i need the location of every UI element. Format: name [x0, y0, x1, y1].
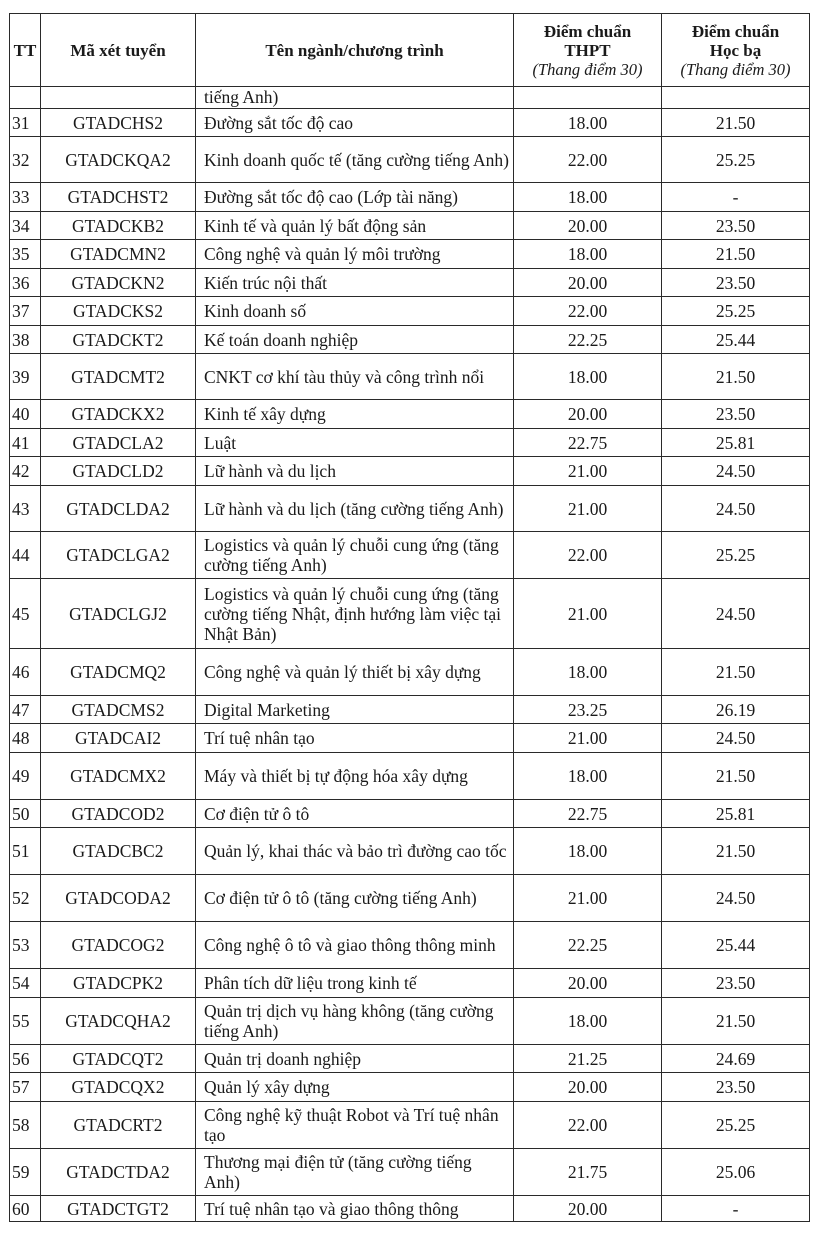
cell-program-name: Kinh doanh số [196, 297, 514, 326]
admission-score-table [9, 13, 810, 1222]
cell-hocba-score: - [662, 1196, 810, 1222]
cell-hocba-score: 25.06 [662, 1149, 810, 1196]
cell-program-name: Kiến trúc nội thất [196, 269, 514, 297]
cell-tt: 33 [10, 183, 41, 212]
cell-tt: 45 [10, 579, 41, 649]
table-row [10, 579, 810, 649]
cell-tt: 56 [10, 1045, 41, 1073]
admission-score-document [9, 13, 809, 1222]
cell-thpt-score: 21.00 [514, 457, 662, 486]
cell-tt: 57 [10, 1073, 41, 1102]
table-row [10, 1196, 810, 1222]
table-row [10, 326, 810, 354]
cell-thpt-score: 21.25 [514, 1045, 662, 1073]
cell-tt: 41 [10, 429, 41, 457]
cell-thpt-score: 18.00 [514, 240, 662, 269]
cell-hocba-score: 24.50 [662, 457, 810, 486]
cell-hocba-score: 23.50 [662, 212, 810, 240]
header-thpt-scale: (Thang điểm 30) [532, 59, 643, 79]
cell-hocba-score: 21.50 [662, 828, 810, 875]
cell-code: GTADCKN2 [41, 269, 196, 297]
cell-program-name: tiếng Anh) [196, 87, 514, 109]
cell-code: GTADCKB2 [41, 212, 196, 240]
cell-tt: 32 [10, 137, 41, 183]
cell-hocba-score: 24.50 [662, 875, 810, 922]
table-row [10, 87, 810, 109]
cell-thpt-score: 22.00 [514, 532, 662, 579]
cell-code: GTADCTDA2 [41, 1149, 196, 1196]
table-row [10, 240, 810, 269]
cell-code: GTADCTGT2 [41, 1196, 196, 1222]
table-row [10, 400, 810, 429]
cell-program-name: Quản trị doanh nghiệp [196, 1045, 514, 1073]
cell-program-name: Luật [196, 429, 514, 457]
cell-program-name: Digital Marketing [196, 696, 514, 724]
cell-thpt-score: 22.25 [514, 922, 662, 969]
cell-hocba-score: 24.50 [662, 486, 810, 532]
cell-thpt-score: 20.00 [514, 212, 662, 240]
table-row [10, 269, 810, 297]
cell-program-name: Kinh tế xây dựng [196, 400, 514, 429]
cell-thpt-score: 23.25 [514, 696, 662, 724]
table-row [10, 649, 810, 696]
table-row [10, 1102, 810, 1149]
cell-thpt-score: 21.00 [514, 875, 662, 922]
header-hocba-scale: (Thang điểm 30) [680, 59, 791, 79]
cell-thpt-score: 18.00 [514, 354, 662, 400]
cell-thpt-score: 20.00 [514, 1073, 662, 1102]
cell-code: GTADCLDA2 [41, 486, 196, 532]
cell-hocba-score: - [662, 183, 810, 212]
header-hocba-line2: Học bạ [709, 40, 762, 60]
cell-hocba-score: 21.50 [662, 753, 810, 800]
cell-tt: 36 [10, 269, 41, 297]
cell-hocba-score: 23.50 [662, 269, 810, 297]
cell-code: GTADCMS2 [41, 696, 196, 724]
header-thpt-line1: Điểm chuẩn [543, 21, 632, 41]
cell-code: GTADCLD2 [41, 457, 196, 486]
table-row [10, 998, 810, 1045]
cell-program-name: Quản lý, khai thác và bảo trì đường cao tốc [196, 828, 514, 875]
header-hocba [662, 14, 810, 87]
cell-program-name: Đường sắt tốc độ cao (Lớp tài năng) [196, 183, 514, 212]
cell-code: GTADCQX2 [41, 1073, 196, 1102]
cell-thpt-score: 20.00 [514, 269, 662, 297]
table-row [10, 429, 810, 457]
cell-tt: 59 [10, 1149, 41, 1196]
cell-thpt-score: 18.00 [514, 998, 662, 1045]
cell-tt: 49 [10, 753, 41, 800]
cell-hocba-score: 21.50 [662, 109, 810, 137]
table-row [10, 212, 810, 240]
cell-program-name: Lữ hành và du lịch [196, 457, 514, 486]
table-row [10, 969, 810, 998]
table-row [10, 137, 810, 183]
cell-thpt-score: 18.00 [514, 753, 662, 800]
cell-program-name: Trí tuệ nhân tạo [196, 724, 514, 753]
cell-code: GTADCLGJ2 [41, 579, 196, 649]
header-thpt-line2: THPT [564, 40, 611, 60]
cell-tt: 42 [10, 457, 41, 486]
cell-tt: 35 [10, 240, 41, 269]
cell-hocba-score: 21.50 [662, 354, 810, 400]
cell-code: GTADCRT2 [41, 1102, 196, 1149]
cell-program-name: Quản lý xây dựng [196, 1073, 514, 1102]
cell-thpt-score: 22.75 [514, 429, 662, 457]
cell-hocba-score: 25.25 [662, 137, 810, 183]
header-tt: TT [10, 14, 41, 87]
cell-code: GTADCOD2 [41, 800, 196, 828]
cell-thpt-score: 22.00 [514, 297, 662, 326]
cell-code: GTADCKS2 [41, 297, 196, 326]
table-row [10, 1045, 810, 1073]
cell-tt: 50 [10, 800, 41, 828]
table-row [10, 922, 810, 969]
cell-program-name: Quản trị dịch vụ hàng không (tăng cường tiếng Anh) [196, 998, 514, 1045]
cell-hocba-score: 23.50 [662, 969, 810, 998]
cell-program-name: Lữ hành và du lịch (tăng cường tiếng Anh) [196, 486, 514, 532]
cell-tt: 47 [10, 696, 41, 724]
cell-code: GTADCLGA2 [41, 532, 196, 579]
header-hocba-line1: Điểm chuẩn [691, 21, 780, 41]
cell-code: GTADCMT2 [41, 354, 196, 400]
table-row [10, 457, 810, 486]
cell-hocba-score: 25.44 [662, 326, 810, 354]
cell-code: GTADCKQA2 [41, 137, 196, 183]
cell-code: GTADCHS2 [41, 109, 196, 137]
table-row [10, 753, 810, 800]
cell-program-name: Công nghệ và quản lý môi trường [196, 240, 514, 269]
table-row [10, 354, 810, 400]
cell-tt: 60 [10, 1196, 41, 1222]
cell-program-name: Cơ điện tử ô tô [196, 800, 514, 828]
cell-tt: 55 [10, 998, 41, 1045]
cell-tt: 39 [10, 354, 41, 400]
cell-thpt-score: 22.00 [514, 137, 662, 183]
cell-hocba-score: 26.19 [662, 696, 810, 724]
cell-code: GTADCKT2 [41, 326, 196, 354]
cell-code: GTADCLA2 [41, 429, 196, 457]
cell-tt: 38 [10, 326, 41, 354]
cell-tt: 53 [10, 922, 41, 969]
cell-hocba-score: 25.44 [662, 922, 810, 969]
cell-tt [10, 87, 41, 109]
cell-hocba-score [662, 87, 810, 109]
cell-code: GTADCBC2 [41, 828, 196, 875]
cell-hocba-score: 24.50 [662, 724, 810, 753]
cell-thpt-score: 22.75 [514, 800, 662, 828]
table-row [10, 1073, 810, 1102]
cell-hocba-score: 24.69 [662, 1045, 810, 1073]
table-row [10, 828, 810, 875]
cell-program-name: Kế toán doanh nghiệp [196, 326, 514, 354]
header-program: Tên ngành/chương trình [196, 14, 514, 87]
cell-program-name: Kinh tế và quản lý bất động sản [196, 212, 514, 240]
cell-thpt-score: 21.00 [514, 579, 662, 649]
cell-tt: 48 [10, 724, 41, 753]
cell-program-name: Công nghệ ô tô và giao thông thông minh [196, 922, 514, 969]
cell-tt: 58 [10, 1102, 41, 1149]
cell-thpt-score: 21.00 [514, 486, 662, 532]
cell-code: GTADCHST2 [41, 183, 196, 212]
cell-thpt-score: 18.00 [514, 828, 662, 875]
cell-code: GTADCMN2 [41, 240, 196, 269]
cell-hocba-score: 21.50 [662, 998, 810, 1045]
cell-thpt-score: 22.00 [514, 1102, 662, 1149]
cell-code: GTADCMX2 [41, 753, 196, 800]
cell-tt: 34 [10, 212, 41, 240]
cell-code: GTADCKX2 [41, 400, 196, 429]
cell-hocba-score: 23.50 [662, 1073, 810, 1102]
cell-program-name: Logistics và quản lý chuỗi cung ứng (tăng cường tiếng Nhật, định hướng làm việc tại Nhật Bản) [196, 579, 514, 649]
table-row [10, 696, 810, 724]
cell-hocba-score: 23.50 [662, 400, 810, 429]
cell-thpt-score: 18.00 [514, 649, 662, 696]
cell-program-name: Cơ điện tử ô tô (tăng cường tiếng Anh) [196, 875, 514, 922]
cell-program-name: CNKT cơ khí tàu thủy và công trình nổi [196, 354, 514, 400]
cell-thpt-score [514, 87, 662, 109]
cell-code: GTADCQHA2 [41, 998, 196, 1045]
table-row [10, 875, 810, 922]
cell-tt: 44 [10, 532, 41, 579]
cell-hocba-score: 24.50 [662, 579, 810, 649]
cell-hocba-score: 25.81 [662, 800, 810, 828]
cell-tt: 52 [10, 875, 41, 922]
header-code: Mã xét tuyển [41, 14, 196, 87]
cell-thpt-score: 18.00 [514, 109, 662, 137]
cell-program-name: Máy và thiết bị tự động hóa xây dựng [196, 753, 514, 800]
cell-code [41, 87, 196, 109]
table-row [10, 724, 810, 753]
table-row [10, 532, 810, 579]
cell-thpt-score: 20.00 [514, 400, 662, 429]
cell-program-name: Đường sắt tốc độ cao [196, 109, 514, 137]
cell-code: GTADCOG2 [41, 922, 196, 969]
cell-tt: 51 [10, 828, 41, 875]
cell-thpt-score: 18.00 [514, 183, 662, 212]
cell-thpt-score: 21.75 [514, 1149, 662, 1196]
table-body [10, 87, 810, 1222]
cell-hocba-score: 25.25 [662, 297, 810, 326]
table-row [10, 183, 810, 212]
cell-code: GTADCMQ2 [41, 649, 196, 696]
cell-thpt-score: 20.00 [514, 1196, 662, 1222]
cell-program-name: Thương mại điện tử (tăng cường tiếng Anh) [196, 1149, 514, 1196]
cell-tt: 54 [10, 969, 41, 998]
cell-program-name: Logistics và quản lý chuỗi cung ứng (tăng cường tiếng Anh) [196, 532, 514, 579]
cell-hocba-score: 25.81 [662, 429, 810, 457]
cell-tt: 46 [10, 649, 41, 696]
table-row [10, 297, 810, 326]
cell-tt: 43 [10, 486, 41, 532]
cell-hocba-score: 21.50 [662, 649, 810, 696]
cell-tt: 31 [10, 109, 41, 137]
cell-code: GTADCAI2 [41, 724, 196, 753]
header-thpt [514, 14, 662, 87]
cell-code: GTADCODA2 [41, 875, 196, 922]
cell-program-name: Công nghệ kỹ thuật Robot và Trí tuệ nhân tạo [196, 1102, 514, 1149]
cell-program-name: Công nghệ và quản lý thiết bị xây dựng [196, 649, 514, 696]
cell-thpt-score: 21.00 [514, 724, 662, 753]
table-row [10, 1149, 810, 1196]
cell-code: GTADCPK2 [41, 969, 196, 998]
table-header-row [10, 14, 810, 87]
cell-tt: 37 [10, 297, 41, 326]
cell-program-name: Kinh doanh quốc tế (tăng cường tiếng Anh) [196, 137, 514, 183]
table-row [10, 800, 810, 828]
table-row [10, 109, 810, 137]
cell-hocba-score: 25.25 [662, 532, 810, 579]
cell-tt: 40 [10, 400, 41, 429]
cell-code: GTADCQT2 [41, 1045, 196, 1073]
cell-hocba-score: 21.50 [662, 240, 810, 269]
cell-thpt-score: 22.25 [514, 326, 662, 354]
cell-hocba-score: 25.25 [662, 1102, 810, 1149]
cell-program-name: Trí tuệ nhân tạo và giao thông thông [196, 1196, 514, 1222]
cell-thpt-score: 20.00 [514, 969, 662, 998]
cell-program-name: Phân tích dữ liệu trong kinh tế [196, 969, 514, 998]
table-row [10, 486, 810, 532]
